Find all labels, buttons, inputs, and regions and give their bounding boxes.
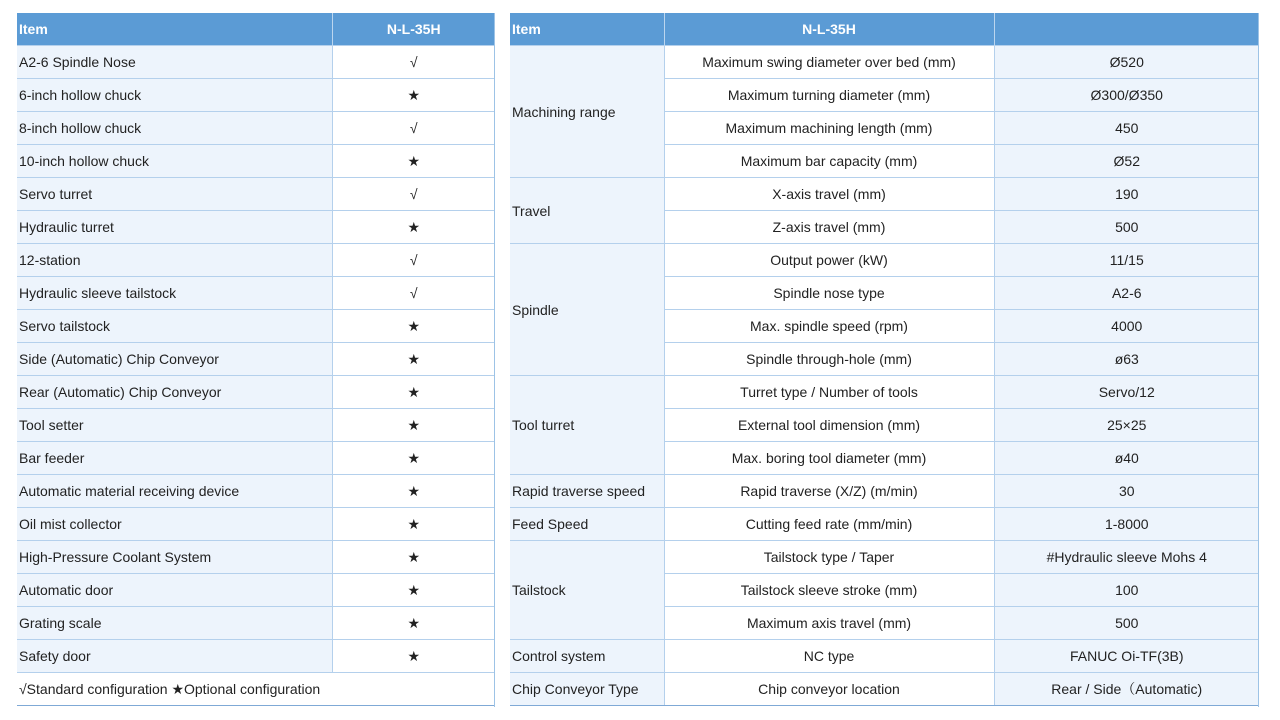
table-row — [17, 574, 495, 607]
table-row — [17, 640, 495, 673]
spec-value: 11/15 — [994, 244, 1259, 277]
option-status: ★ — [332, 211, 495, 244]
spec-name: Tailstock sleeve stroke (mm) — [664, 574, 994, 607]
header-value — [994, 13, 1259, 46]
spec-value: A2-6 — [994, 277, 1259, 310]
spec-value: 100 — [994, 574, 1259, 607]
spec-name: NC type — [664, 640, 994, 673]
option-status: √ — [332, 112, 495, 145]
table-row — [17, 409, 495, 442]
table-row — [17, 178, 495, 211]
table-row — [17, 46, 495, 79]
option-status: ★ — [332, 640, 495, 673]
option-name: Grating scale — [17, 607, 332, 640]
spec-value: ø40 — [994, 442, 1259, 475]
option-status: ★ — [332, 475, 495, 508]
table-row — [17, 475, 495, 508]
table-row — [510, 508, 1259, 541]
option-name: Bar feeder — [17, 442, 332, 475]
option-status: ★ — [332, 541, 495, 574]
option-name: Hydraulic turret — [17, 211, 332, 244]
option-status: √ — [332, 244, 495, 277]
option-status: √ — [332, 178, 495, 211]
spec-value: Servo/12 — [994, 376, 1259, 409]
header-model: N-L-35H — [664, 13, 994, 46]
spec-name: Output power (kW) — [664, 244, 994, 277]
option-name: High-Pressure Coolant System — [17, 541, 332, 574]
option-status: ★ — [332, 442, 495, 475]
header-model: N-L-35H — [332, 13, 495, 46]
spec-value: 450 — [994, 112, 1259, 145]
spec-group: Tool turret — [510, 376, 664, 475]
spec-value: 25×25 — [994, 409, 1259, 442]
option-name: Automatic material receiving device — [17, 475, 332, 508]
spec-name: X-axis travel (mm) — [664, 178, 994, 211]
table-row — [17, 607, 495, 640]
table-row — [510, 376, 1259, 409]
table-row — [510, 244, 1259, 277]
option-name: A2-6 Spindle Nose — [17, 46, 332, 79]
option-name: Side (Automatic) Chip Conveyor — [17, 343, 332, 376]
specifications-table — [510, 13, 1259, 706]
spec-value: Ø520 — [994, 46, 1259, 79]
spec-name: Maximum turning diameter (mm) — [664, 79, 994, 112]
spec-name: Cutting feed rate (mm/min) — [664, 508, 994, 541]
table-row — [17, 442, 495, 475]
spec-name: Maximum machining length (mm) — [664, 112, 994, 145]
option-status: ★ — [332, 409, 495, 442]
spec-name: Max. boring tool diameter (mm) — [664, 442, 994, 475]
spec-name: Rapid traverse (X/Z) (m/min) — [664, 475, 994, 508]
table-row — [17, 112, 495, 145]
option-name: 10-inch hollow chuck — [17, 145, 332, 178]
option-status: √ — [332, 46, 495, 79]
spec-group: Tailstock — [510, 541, 664, 640]
spec-value: 500 — [994, 607, 1259, 640]
spec-value: #Hydraulic sleeve Mohs 4 — [994, 541, 1259, 574]
table-row — [17, 145, 495, 178]
option-status: ★ — [332, 343, 495, 376]
spec-value: Ø52 — [994, 145, 1259, 178]
config-legend: √Standard configuration ★Optional configuration — [17, 673, 495, 706]
option-status: ★ — [332, 574, 495, 607]
table-row — [510, 640, 1259, 673]
options-table — [17, 13, 495, 706]
table-row — [17, 211, 495, 244]
table-row — [510, 475, 1259, 508]
spec-name: Chip conveyor location — [664, 673, 994, 706]
spec-group: Feed Speed — [510, 508, 664, 541]
spec-name: Spindle nose type — [664, 277, 994, 310]
option-name: 8-inch hollow chuck — [17, 112, 332, 145]
spec-value: Rear / Side（Automatic) — [994, 673, 1259, 706]
option-name: 6-inch hollow chuck — [17, 79, 332, 112]
table-row — [17, 541, 495, 574]
option-status: ★ — [332, 376, 495, 409]
option-name: Hydraulic sleeve tailstock — [17, 277, 332, 310]
option-status: √ — [332, 277, 495, 310]
table-row — [17, 376, 495, 409]
spec-name: Maximum bar capacity (mm) — [664, 145, 994, 178]
spec-value: ø63 — [994, 343, 1259, 376]
spec-name: External tool dimension (mm) — [664, 409, 994, 442]
option-name: Safety door — [17, 640, 332, 673]
header-item: Item — [510, 13, 664, 46]
header-item: Item — [17, 13, 332, 46]
table-row — [17, 508, 495, 541]
table-row — [510, 541, 1259, 574]
table-row — [510, 673, 1259, 706]
table-row — [17, 310, 495, 343]
spec-group: Rapid traverse speed — [510, 475, 664, 508]
option-name: Servo turret — [17, 178, 332, 211]
option-name: Tool setter — [17, 409, 332, 442]
spec-value: 500 — [994, 211, 1259, 244]
option-name: Rear (Automatic) Chip Conveyor — [17, 376, 332, 409]
option-status: ★ — [332, 607, 495, 640]
option-name: 12-station — [17, 244, 332, 277]
spec-name: Maximum swing diameter over bed (mm) — [664, 46, 994, 79]
legend-row — [17, 673, 495, 706]
spec-group: Spindle — [510, 244, 664, 376]
option-status: ★ — [332, 310, 495, 343]
spec-group: Chip Conveyor Type — [510, 673, 664, 706]
spec-name: Max. spindle speed (rpm) — [664, 310, 994, 343]
spec-group: Control system — [510, 640, 664, 673]
option-status: ★ — [332, 508, 495, 541]
spec-name: Turret type / Number of tools — [664, 376, 994, 409]
spec-value: 190 — [994, 178, 1259, 211]
spec-name: Z-axis travel (mm) — [664, 211, 994, 244]
table-row — [510, 178, 1259, 211]
spec-group: Travel — [510, 178, 664, 244]
spec-value: FANUC Oi-TF(3B) — [994, 640, 1259, 673]
option-name: Servo tailstock — [17, 310, 332, 343]
spec-name: Maximum axis travel (mm) — [664, 607, 994, 640]
spec-value: 4000 — [994, 310, 1259, 343]
spec-value: 1-8000 — [994, 508, 1259, 541]
spec-name: Spindle through-hole (mm) — [664, 343, 994, 376]
option-name: Automatic door — [17, 574, 332, 607]
table-row — [17, 244, 495, 277]
spec-group: Machining range — [510, 46, 664, 178]
option-status: ★ — [332, 145, 495, 178]
option-name: Oil mist collector — [17, 508, 332, 541]
spec-value: 30 — [994, 475, 1259, 508]
table-row — [17, 79, 495, 112]
spec-name: Tailstock type / Taper — [664, 541, 994, 574]
table-row — [510, 46, 1259, 79]
table-row — [17, 277, 495, 310]
table-row — [17, 343, 495, 376]
option-status: ★ — [332, 79, 495, 112]
spec-value: Ø300/Ø350 — [994, 79, 1259, 112]
